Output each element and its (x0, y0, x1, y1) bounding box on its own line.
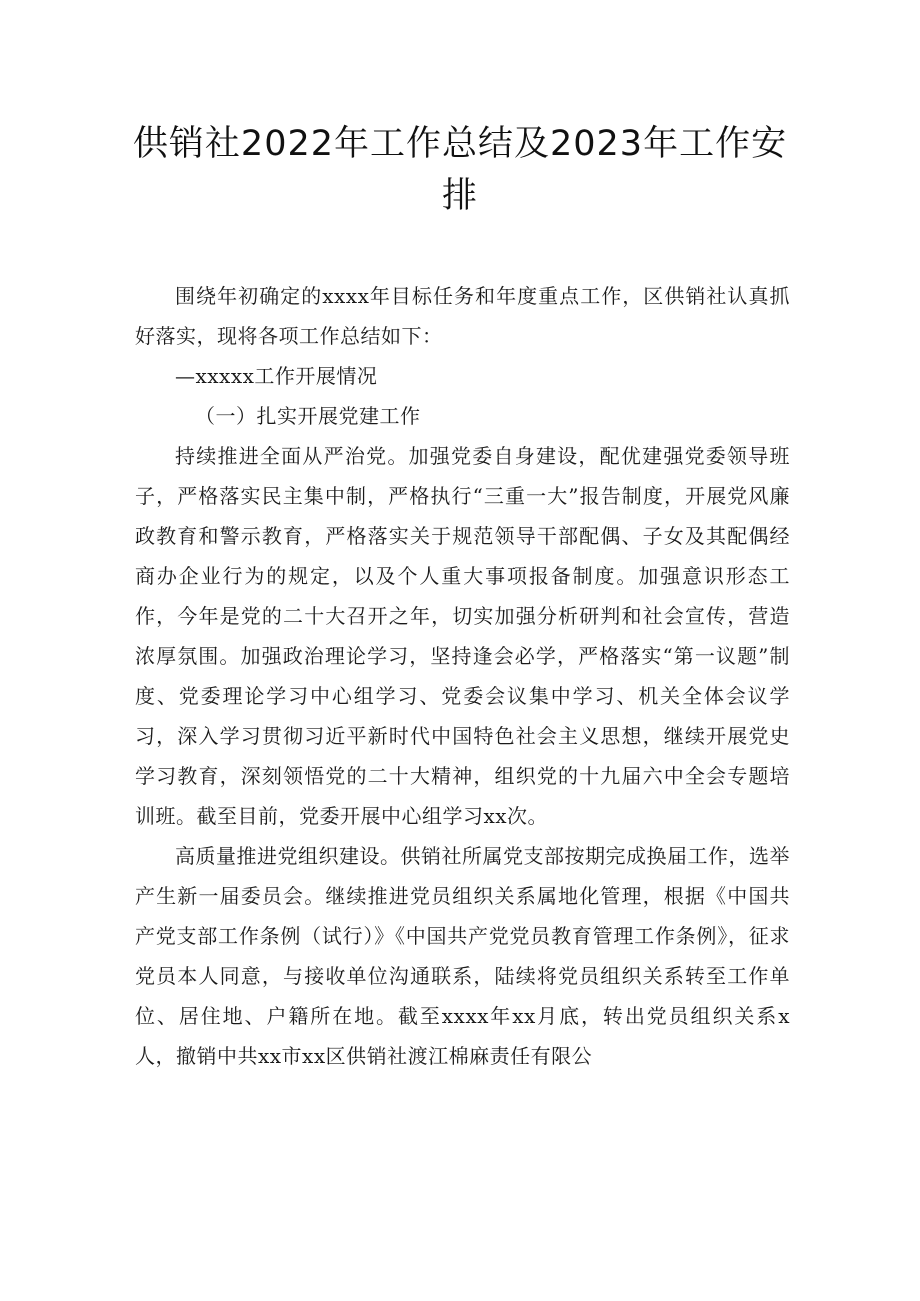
body-paragraph: 持续推进全面从严治党。加强党委自身建设，配优建强党委领导班子，严格落实民主集中制，严格执行“三重一大”报告制度，开展党风廉政教育和警示教育，严格落实关于规范领导干部配偶、子女及其配偶经商办企业行为的规定，以及个人重大事项报备制度。加强意识形态工作，今年是党的二十大召开之年，切实加强分析研判和社会宣传，营造浓厚氛围。加强政治理论学习，坚持逢会必学，严格落实“第一议题”制度、党委理论学习中心组学习、党委会议集中学习、机关全体会议学习，深入学习贯彻习近平新时代中国特色社会主义思想，继续开展党史学习教育，深刻领悟党的二十大精神，组织党的十九届六中全会专题培训班。截至目前，党委开展中心组学习xx次。 (135, 444, 790, 828)
document-title: 供销社2022年工作总结及2023年工作安排 (132, 124, 788, 216)
document-body (135, 276, 790, 1076)
body-paragraph: 高质量推进党组织建设。供销社所属党支部按期完成换届工作，选举产生新一届委员会。继续推进党员组织关系属地化管理，根据《中国共产党支部工作条例（试行）》《中国共产党党员教育管理工作条例》，征求党员本人同意，与接收单位沟通联系，陆续将党员组织关系转至工作单位、居住地、户籍所在地。截至xxxx年xx月底，转出党员组织关系x人，撤销中共xx市xx区供销社渡江棉麻责任有限公 (135, 844, 790, 1068)
subsection-heading: （一）扎实开展党建工作 (195, 404, 421, 428)
intro-paragraph: 围绕年初确定的xxxx年目标任务和年度重点工作，区供销社认真抓好落实，现将各项工作总结如下： (135, 284, 790, 348)
section-heading: —xxxxx工作开展情况 (175, 364, 378, 388)
